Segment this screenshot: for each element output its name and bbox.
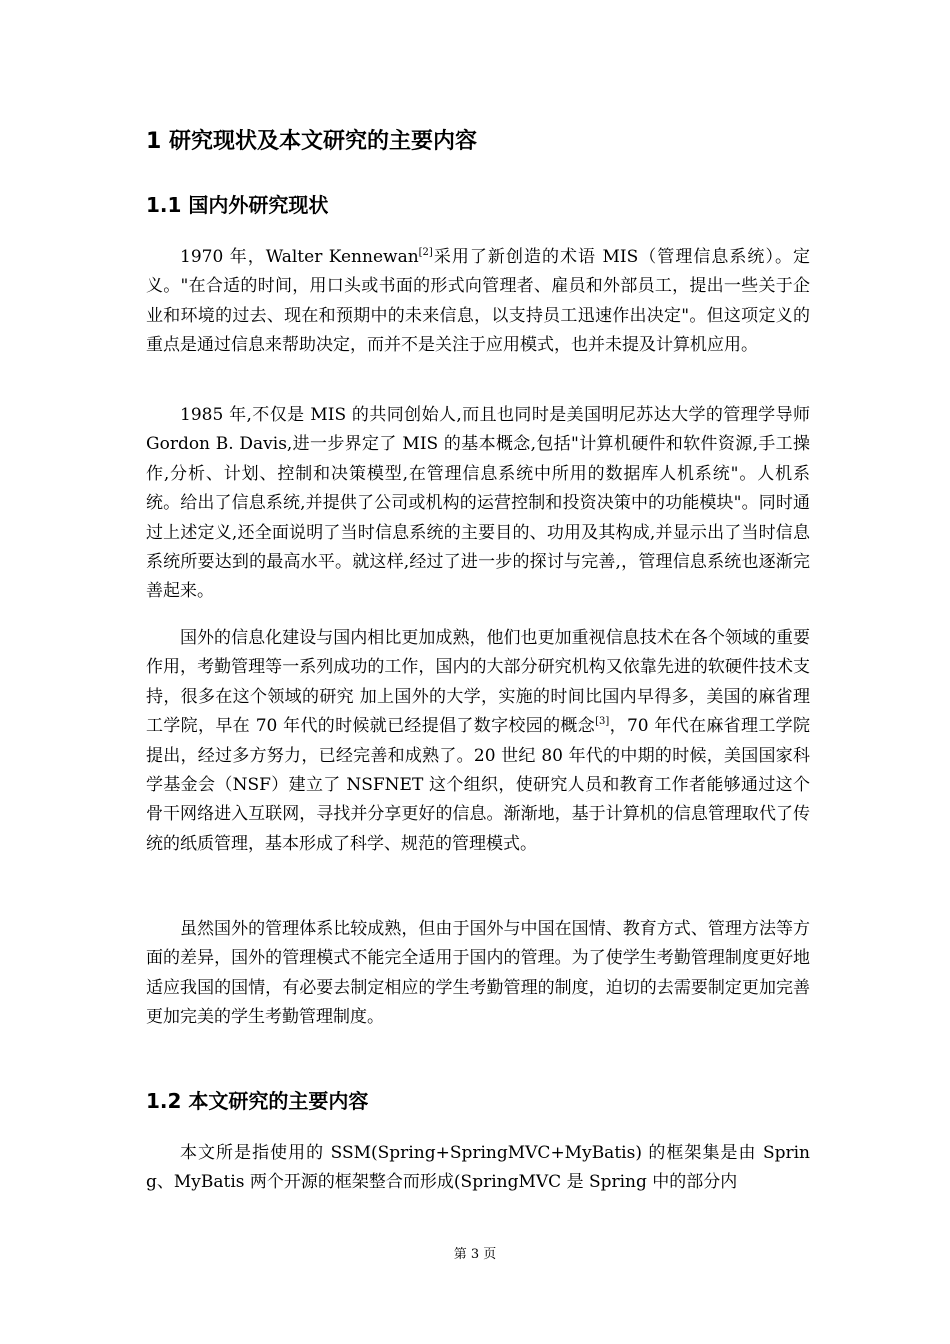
paragraph-4: 虽然国外的管理体系比较成熟，但由于国外与中国在国情、教育方式、管理方法等方面的差异，国外的管理模式不能完全适用于国内的管理。为了使学生考勤管理制度更好地适应我国的国情，有必要去制定相应的学生考勤管理的制度，迫切的去需要制定更加完善更加完美的学生考勤管理制度。 [146, 919, 810, 1028]
page-number: 第 3 页 [453, 1247, 497, 1262]
paragraph-1 [146, 243, 810, 361]
paragraph-3-text-b: ，70 年代在麻省理工学院提出，经过多方努力，已经完善和成熟了。20 世纪 80 年代的中期的时候，美国国家科学基金会（NSF）建立了 NSFNET 这个组织，使研究人员和教育工作者能够通过这个骨干网络进入互联网，寻找并分享更好的信息。渐渐地，基于计算机的信息管理取代了传统的纸质管理，基本形成了科学、规范的管理模式。 [146, 716, 810, 854]
paragraph-3 [146, 624, 810, 859]
section-heading-1-2: 1.2 本文研究的主要内容 [146, 1089, 369, 1113]
citation-3: [3] [595, 716, 610, 728]
paragraph-3-text-a: 国外的信息化建设与国内相比更加成熟，他们也更加重视信息技术在各个领域的重要作用，考勤管理等一系列成功的工作，国内的大部分研究机构又依靠先进的软硬件技术支持，很多在这个领域的研究 加上国外的大学，实施的时间比国内早得多，美国的麻省理工学院，早在 70 年代的时候就已经提倡了数字校园的概念 [146, 628, 810, 737]
chapter-heading: 1 研究现状及本文研究的主要内容 [146, 129, 477, 154]
citation-2: [2] [418, 247, 433, 258]
paragraph-1-text-a: 1970 年，Walter Kennewan [180, 247, 419, 267]
paragraph-1-text-b: 采用了新创造的术语 MIS（管理信息系统）。定义。"在合适的时间，用口头或书面的形式向管理者、雇员和外部员工，提出一些关于企业和环境的过去、现在和预期中的未来信息，以支持员工迅速作出决定"。但这项定义的重点是通过信息来帮助决定，而并不是关注于应用模式，也并未提及计算机应用。 [146, 247, 810, 356]
paragraph-2: 1985 年,不仅是 MIS 的共同创始人,而且也同时是美国明尼苏达大学的管理学导师 Gordon B. Davis,进一步界定了 MIS 的基本概念,包括"计算机硬件和软件资源,手工操作,分析、计划、控制和决策模型,在管理信息系统中所用的数据库人机系统"。人机系统。给出了信息系统,并提供了公司或机构的运营控制和投资决策中的功能模块"。同时通过上述定义,还全面说明了当时信息系统的主要目的、功用及其构成,并显示出了当时信息系统所要达到的最高水平。就这样,经过了进一步的探讨与完善,，管理信息系统也逐渐完善起来。 [146, 405, 810, 602]
paragraph-5: 本文所是指使用的 SSM(Spring+SpringMVC+MyBatis) 的框架集是由 Spring、MyBatis 两个开源的框架整合而形成(SpringMVC 是 Spring 中的部分内 [146, 1143, 810, 1193]
section-heading-1-1: 1.1 国内外研究现状 [146, 193, 329, 217]
